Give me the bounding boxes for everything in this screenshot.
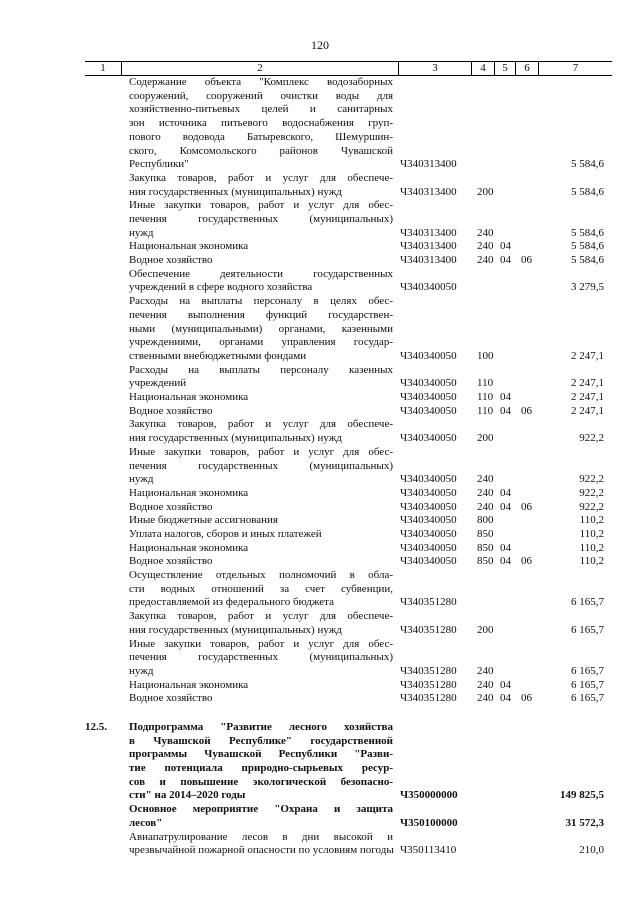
target-article-code: Ч340313400 bbox=[400, 158, 457, 171]
row-name bbox=[129, 172, 393, 199]
target-article-code: Ч340340050 bbox=[400, 486, 457, 499]
target-article-code: Ч340340050 bbox=[400, 349, 457, 362]
row-name bbox=[129, 501, 393, 515]
table-row bbox=[0, 487, 640, 501]
expense-type: 200 bbox=[477, 432, 494, 445]
row-name bbox=[129, 487, 393, 501]
target-article-code: Ч340340050 bbox=[400, 432, 457, 445]
table-row bbox=[0, 172, 640, 199]
row-name bbox=[129, 76, 393, 172]
amount: 922,2 bbox=[579, 432, 604, 445]
table-row bbox=[0, 721, 640, 803]
amount: 922,2 bbox=[579, 486, 604, 499]
table-row bbox=[0, 692, 640, 706]
amount: 2 247,1 bbox=[571, 377, 604, 390]
amount: 110,2 bbox=[579, 527, 604, 540]
expense-type: 240 bbox=[477, 678, 494, 691]
page-number: 120 bbox=[311, 38, 329, 52]
row-name-line: лесов" bbox=[129, 816, 163, 829]
section: 04 bbox=[500, 254, 511, 267]
section: 04 bbox=[500, 500, 511, 513]
row-name-line: Закупка товаров, работ и услуг для обеспече- bbox=[129, 171, 393, 184]
row-name bbox=[129, 542, 393, 556]
target-article-code: Ч340340050 bbox=[400, 404, 457, 417]
expense-type: 100 bbox=[477, 349, 494, 362]
header-col-6: 6 bbox=[524, 62, 530, 74]
target-article-code: Ч340340050 bbox=[400, 500, 457, 513]
amount: 922,2 bbox=[579, 500, 604, 513]
amount: 6 165,7 bbox=[571, 692, 604, 705]
table-row bbox=[0, 569, 640, 610]
row-number: 12.5. bbox=[85, 720, 107, 733]
target-article-code: Ч350000000 bbox=[400, 789, 458, 802]
expense-type: 240 bbox=[477, 664, 494, 677]
row-name bbox=[129, 199, 393, 240]
target-article-code: Ч340351280 bbox=[400, 678, 457, 691]
expense-type: 110 bbox=[477, 404, 494, 417]
row-name-line: Национальная экономика bbox=[129, 391, 249, 404]
expense-type: 200 bbox=[477, 623, 494, 636]
amount: 110,2 bbox=[579, 541, 604, 554]
table-row bbox=[0, 831, 640, 858]
expense-type: 240 bbox=[477, 692, 494, 705]
expense-type: 850 bbox=[477, 527, 494, 540]
row-name-line: тие потенциала природно-сырьевых ресур- bbox=[129, 762, 393, 775]
row-name-line: программы Чувашской Республики "Разви- bbox=[129, 748, 393, 761]
table-row bbox=[0, 254, 640, 268]
subsection: 06 bbox=[521, 254, 532, 267]
table-row bbox=[0, 295, 640, 364]
section: 04 bbox=[500, 391, 511, 404]
row-name-line: Национальная экономика bbox=[129, 240, 249, 253]
row-name-line: Водное хозяйство bbox=[129, 500, 213, 513]
table-row bbox=[0, 501, 640, 515]
subsection: 06 bbox=[521, 404, 532, 417]
row-name-line: Иные закупки товаров, работ и услуг для обес- bbox=[129, 637, 393, 650]
amount: 149 825,5 bbox=[560, 789, 604, 802]
row-name-line: нужд bbox=[129, 664, 154, 677]
table-row bbox=[0, 268, 640, 295]
amount: 5 584,6 bbox=[571, 254, 604, 267]
row-name-line: хозяйственно-питьевых целей и санитарных bbox=[129, 103, 393, 116]
table-row bbox=[0, 528, 640, 542]
row-name-line: печения государственных (муниципальных) bbox=[129, 212, 393, 225]
header-col-5: 5 bbox=[502, 62, 508, 74]
expense-type: 240 bbox=[477, 473, 494, 486]
row-name-line: Обеспечение деятельности государственных bbox=[129, 267, 393, 280]
target-article-code: Ч340351280 bbox=[400, 623, 457, 636]
row-name bbox=[129, 831, 393, 858]
row-name-line: Закупка товаров, работ и услуг для обеспече- bbox=[129, 418, 393, 431]
table-row bbox=[0, 446, 640, 487]
row-name-line: Основное мероприятие "Охрана и защита bbox=[129, 803, 393, 816]
row-name-line: учреждений в сфере водного хозяйства bbox=[129, 281, 313, 294]
target-article-code: Ч340340050 bbox=[400, 281, 457, 294]
row-name bbox=[129, 240, 393, 254]
row-name-line: Подпрограмма "Развитие лесного хозяйства bbox=[129, 720, 393, 733]
row-name-line: в Чувашской Республике" государственной bbox=[129, 734, 393, 747]
row-name-line: учреждений bbox=[129, 377, 187, 390]
row-name bbox=[129, 268, 393, 295]
row-name-line: Водное хозяйство bbox=[129, 254, 213, 267]
row-name bbox=[129, 418, 393, 445]
header-col-3: 3 bbox=[432, 62, 438, 74]
target-article-code: Ч340340050 bbox=[400, 555, 457, 568]
row-name-line: чрезвычайной пожарной опасности по условиям погоды bbox=[129, 844, 394, 857]
row-name-line: ния государственных (муниципальных) нужд bbox=[129, 185, 342, 198]
row-name bbox=[129, 405, 393, 419]
target-article-code: Ч340340050 bbox=[400, 527, 457, 540]
row-name-line: сов и повышение экологической безопасно- bbox=[129, 775, 393, 788]
table-row bbox=[0, 555, 640, 569]
row-name-line: Иные закупки товаров, работ и услуг для обес- bbox=[129, 199, 393, 212]
row-name-line: учреждениями, органами управления государ- bbox=[129, 336, 393, 349]
amount: 5 584,6 bbox=[571, 158, 604, 171]
row-name bbox=[129, 528, 393, 542]
target-article-code: Ч340351280 bbox=[400, 692, 457, 705]
table-row bbox=[0, 514, 640, 528]
header-col-1: 1 bbox=[100, 62, 106, 74]
target-article-code: Ч340340050 bbox=[400, 514, 457, 527]
amount: 5 584,6 bbox=[571, 240, 604, 253]
table-row bbox=[0, 364, 640, 391]
row-name-line: печения выполнения функций государствен- bbox=[129, 308, 393, 321]
header-col-7: 7 bbox=[572, 62, 579, 74]
amount: 110,2 bbox=[579, 514, 604, 527]
target-article-code: Ч350113410 bbox=[400, 844, 457, 857]
row-name-line: Национальная экономика bbox=[129, 486, 249, 499]
table-row bbox=[0, 638, 640, 679]
expense-type: 240 bbox=[477, 226, 494, 239]
header-col-2: 2 bbox=[257, 62, 263, 74]
row-name-line: Расходы на выплаты персоналу казенных bbox=[129, 363, 393, 376]
row-name bbox=[129, 514, 393, 528]
expense-type: 240 bbox=[477, 500, 494, 513]
table-row bbox=[0, 542, 640, 556]
subsection: 06 bbox=[521, 555, 532, 568]
row-name-line: Водное хозяйство bbox=[129, 555, 213, 568]
row-name-line: ния государственных (муниципальных) нужд bbox=[129, 432, 342, 445]
subsection: 06 bbox=[521, 692, 532, 705]
amount: 2 247,1 bbox=[571, 349, 604, 362]
target-article-code: Ч340313400 bbox=[400, 254, 457, 267]
row-name bbox=[129, 679, 393, 693]
row-name-line: Республики" bbox=[129, 158, 189, 171]
row-name-line: печения государственных (муниципальных) bbox=[129, 651, 393, 664]
row-name-line: зон источника питьевого водоснабжения груп- bbox=[129, 117, 393, 130]
table-row bbox=[0, 199, 640, 240]
row-name bbox=[129, 295, 393, 364]
table-row bbox=[0, 418, 640, 445]
table-row bbox=[0, 610, 640, 637]
row-name-line: ния государственных (муниципальных) нужд bbox=[129, 623, 342, 636]
row-name-line: предоставляемой из федерального бюджета bbox=[129, 596, 334, 609]
section: 04 bbox=[500, 692, 511, 705]
expense-type: 240 bbox=[477, 254, 494, 267]
section: 04 bbox=[500, 240, 511, 253]
target-article-code: Ч340340050 bbox=[400, 391, 457, 404]
row-name-line: нужд bbox=[129, 226, 154, 239]
section: 04 bbox=[500, 555, 511, 568]
row-name-line: Осуществление отдельных полномочий в обла- bbox=[129, 569, 393, 582]
target-article-code: Ч340313400 bbox=[400, 185, 457, 198]
amount: 6 165,7 bbox=[571, 678, 604, 691]
row-name-line: Расходы на выплаты персоналу в целях обес- bbox=[129, 295, 393, 308]
amount: 6 165,7 bbox=[571, 596, 604, 609]
section: 04 bbox=[500, 678, 511, 691]
row-name-line: Закупка товаров, работ и услуг для обеспече- bbox=[129, 610, 393, 623]
row-name bbox=[129, 569, 393, 610]
expense-type: 800 bbox=[477, 514, 494, 527]
expense-type: 110 bbox=[477, 391, 494, 404]
row-name-line: Водное хозяйство bbox=[129, 692, 213, 705]
row-name bbox=[129, 803, 393, 830]
amount: 210,0 bbox=[579, 844, 604, 857]
row-name-line: Иные бюджетные ассигнования bbox=[129, 514, 278, 527]
amount: 5 584,6 bbox=[571, 226, 604, 239]
expense-type: 110 bbox=[477, 377, 494, 390]
target-article-code: Ч340340050 bbox=[400, 541, 457, 554]
target-article-code: Ч340313400 bbox=[400, 240, 457, 253]
amount: 5 584,6 bbox=[571, 185, 604, 198]
row-name-line: сти" на 2014–2020 годы bbox=[129, 789, 246, 802]
amount: 922,2 bbox=[579, 473, 604, 486]
target-article-code: Ч340351280 bbox=[400, 664, 457, 677]
row-name-line: нужд bbox=[129, 473, 154, 486]
expense-type: 240 bbox=[477, 486, 494, 499]
row-name-line: сти водных отношений за счет субвенции, bbox=[129, 582, 393, 595]
row-name bbox=[129, 638, 393, 679]
target-article-code: Ч350100000 bbox=[400, 816, 458, 829]
row-name bbox=[129, 254, 393, 268]
target-article-code: Ч340340050 bbox=[400, 473, 457, 486]
table-row bbox=[0, 405, 640, 419]
section: 04 bbox=[500, 486, 511, 499]
expense-type: 200 bbox=[477, 185, 494, 198]
row-name-line: печения государственных (муниципальных) bbox=[129, 459, 393, 472]
expense-type: 850 bbox=[477, 555, 494, 568]
target-article-code: Ч340340050 bbox=[400, 377, 457, 390]
row-name-line: ными (муниципальными) органами, казенными bbox=[129, 322, 393, 335]
amount: 6 165,7 bbox=[571, 664, 604, 677]
expense-type: 240 bbox=[477, 240, 494, 253]
amount: 6 165,7 bbox=[571, 623, 604, 636]
row-name-line: пового водовода Батыревского, Шемуршин- bbox=[129, 130, 393, 143]
amount: 2 247,1 bbox=[571, 391, 604, 404]
row-name-line: сооружений, сооружений очистки воды для bbox=[129, 89, 393, 102]
amount: 31 572,3 bbox=[565, 816, 604, 829]
amount: 110,2 bbox=[579, 555, 604, 568]
row-name-line: Иные закупки товаров, работ и услуг для обес- bbox=[129, 445, 393, 458]
row-name bbox=[129, 692, 393, 706]
row-name bbox=[129, 610, 393, 637]
table-row bbox=[0, 391, 640, 405]
row-name-line: Авиапатрулирование лесов в дни высокой и bbox=[129, 830, 393, 843]
row-name bbox=[129, 721, 393, 803]
row-name-line: Уплата налогов, сборов и иных платежей bbox=[129, 527, 322, 540]
table-row bbox=[0, 240, 640, 254]
row-name bbox=[129, 391, 393, 405]
subsection: 06 bbox=[521, 500, 532, 513]
row-name-line: Национальная экономика bbox=[129, 541, 249, 554]
table-row bbox=[0, 679, 640, 693]
header-col-4: 4 bbox=[480, 62, 486, 74]
row-name-line: ственными внебюджетными фондами bbox=[129, 349, 307, 362]
expense-type: 850 bbox=[477, 541, 494, 554]
section: 04 bbox=[500, 404, 511, 417]
amount: 2 247,1 bbox=[571, 404, 604, 417]
section: 04 bbox=[500, 541, 511, 554]
row-name bbox=[129, 446, 393, 487]
row-name-line: Содержание объекта "Комплекс водозаборных bbox=[129, 76, 393, 88]
row-name-line: Национальная экономика bbox=[129, 678, 249, 691]
amount: 3 279,5 bbox=[571, 281, 604, 294]
table-row bbox=[0, 803, 640, 830]
row-name bbox=[129, 364, 393, 391]
table-row bbox=[0, 76, 640, 172]
budget-table-body bbox=[0, 76, 640, 858]
row-name bbox=[129, 555, 393, 569]
target-article-code: Ч340351280 bbox=[400, 596, 457, 609]
row-name-line: Водное хозяйство bbox=[129, 404, 213, 417]
row-name-line: ского, Комсомольского районов Чувашской bbox=[129, 144, 393, 157]
target-article-code: Ч340313400 bbox=[400, 226, 457, 239]
table-header bbox=[85, 61, 612, 76]
